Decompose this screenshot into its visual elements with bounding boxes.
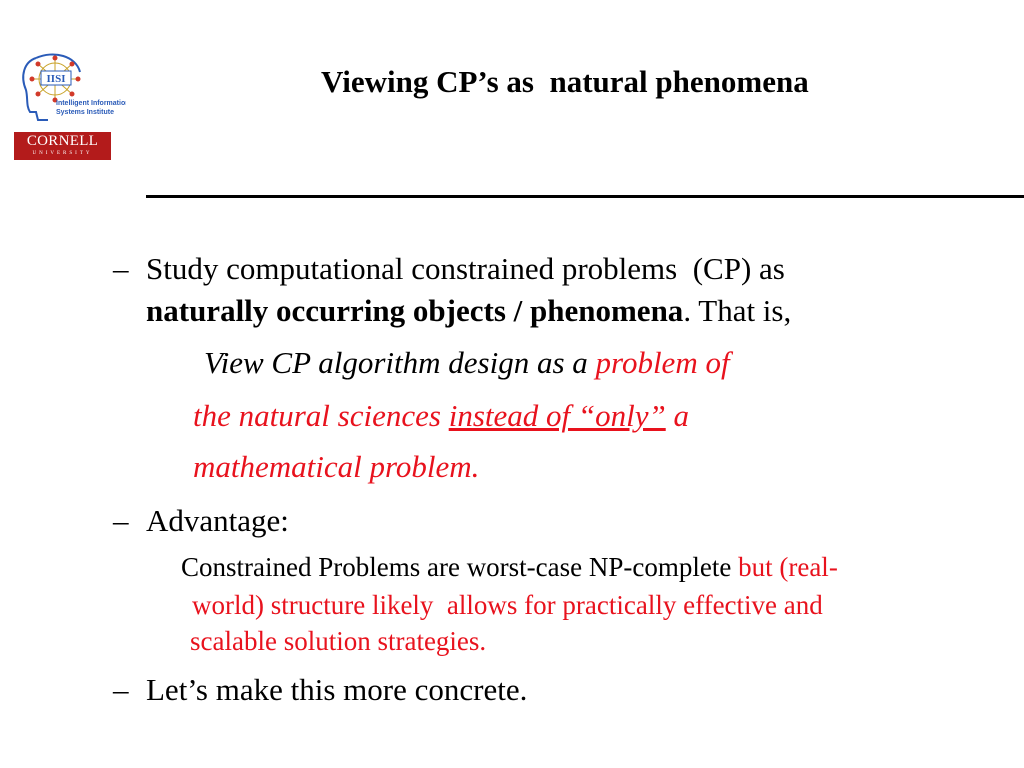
advantage-line-1-red: but (real-	[738, 552, 838, 582]
advantage-line-1	[181, 551, 838, 583]
bullet-1-line-1: Study computational constrained problems (CP) as	[146, 251, 785, 286]
bullet-3-text: Let’s make this more concrete.	[146, 672, 528, 707]
view-line-3: mathematical problem.	[193, 449, 480, 484]
view-line-2-start: the natural sciences	[193, 398, 449, 433]
view-line-1	[204, 345, 730, 381]
iisi-logo-text: IISI	[46, 73, 66, 85]
bullet-2-dash: –	[113, 503, 129, 538]
advantage-line-2: world) structure likely allows for practically effective and	[192, 590, 823, 620]
view-line-1-red: problem of	[595, 345, 730, 380]
advantage-line-3: scalable solution strategies.	[190, 626, 487, 656]
view-line-1-black: View CP algorithm design as a	[204, 345, 596, 380]
bullet-1-line-2	[146, 293, 791, 329]
cornell-logo-word: CORNELL	[26, 133, 99, 149]
advantage-line-1-black: Constrained Problems are worst-case NP-complete	[181, 552, 739, 582]
iisi-caption-line-2: Systems Institute	[56, 109, 114, 116]
iisi-logo	[14, 50, 126, 128]
iisi-logo-graphic	[14, 50, 126, 128]
cornell-logo	[14, 132, 111, 160]
view-line-2-underlined: instead of “only”	[448, 398, 666, 433]
title-divider	[146, 195, 1024, 198]
bullet-1-line-2-rest: . That is,	[683, 293, 792, 328]
view-line-2-end: a	[665, 398, 689, 433]
cornell-logo-subtext: UNIVERSITY	[32, 151, 93, 156]
view-line-2	[193, 398, 689, 434]
bullet-1-dash: –	[113, 251, 129, 286]
bullet-2-text: Advantage:	[146, 503, 289, 538]
bullet-3-dash: –	[113, 672, 129, 707]
iisi-caption-line-1: Intelligent Information	[56, 100, 126, 107]
bullet-1-bold-phrase: naturally occurring objects / phenomena	[146, 293, 684, 328]
slide-title: Viewing CP’s as natural phenomena	[321, 64, 809, 99]
